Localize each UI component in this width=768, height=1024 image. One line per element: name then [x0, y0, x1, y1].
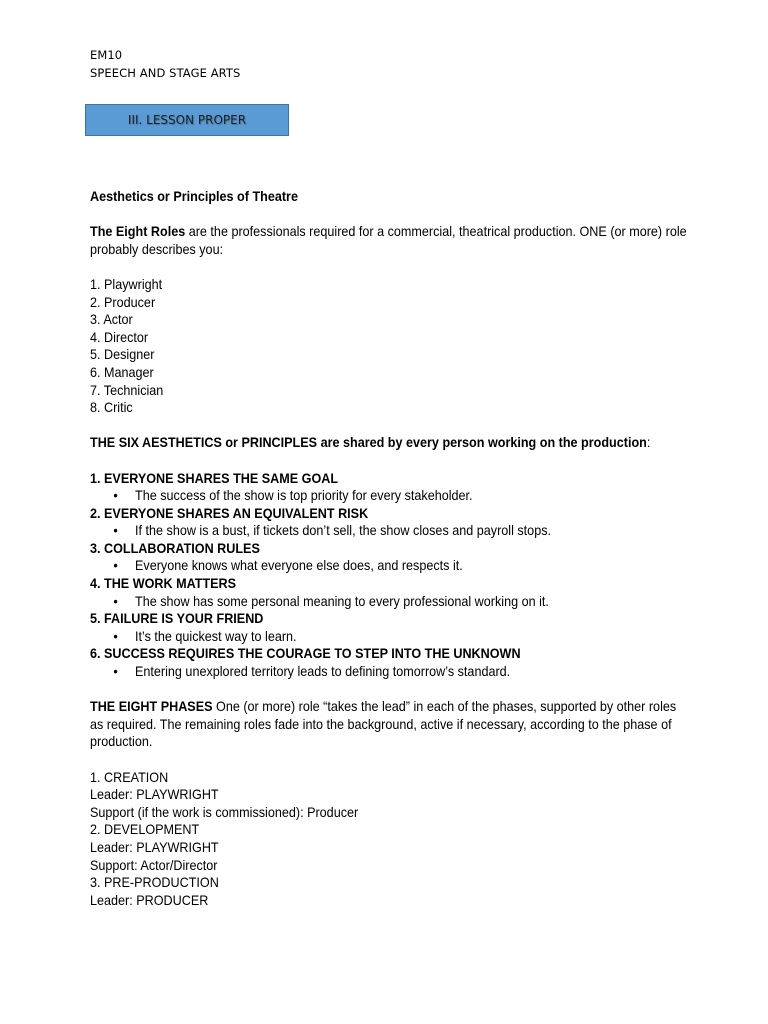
six-aesthetics-intro: THE SIX AESTHETICS or PRINCIPLES are shared by every person working on the production: [90, 434, 651, 451]
principle-title: 2. EVERYONE SHARES AN EQUIVALENT RISK [90, 504, 369, 521]
role-item: 1. Playwright [90, 275, 163, 292]
eight-roles-lead: The Eight Roles [90, 223, 186, 240]
phase-line: Leader: PRODUCER [90, 891, 209, 908]
roles-list [90, 276, 689, 417]
role-item: 8. Critic [90, 399, 133, 416]
section-title: Aesthetics or Principles of Theatre [90, 188, 298, 204]
phase-line: 3. PRE-PRODUCTION [90, 874, 219, 891]
principle-bullet: • If the show is a bust, if tickets don’t sell, the show closes and payroll stops. [90, 522, 689, 540]
phase-line: Leader: PLAYWRIGHT [90, 838, 219, 855]
principle-title: 4. THE WORK MATTERS [90, 575, 237, 592]
role-item: 7. Technician [90, 381, 164, 398]
role-item: 4. Director [90, 328, 149, 345]
role-item: 6. Manager [90, 363, 154, 380]
role-item: 3. Actor [90, 311, 133, 328]
role-item: 2. Producer [90, 293, 156, 310]
phase-line: Support (if the work is commissioned): Producer [90, 803, 359, 820]
phase-line: Leader: PLAYWRIGHT [90, 786, 219, 803]
eight-phases-paragraph [90, 698, 689, 751]
eight-phases-lead: THE EIGHT PHASES [90, 698, 213, 715]
principle-bullet: • The success of the show is top priority for every stakeholder. [90, 487, 689, 505]
principle-title: 3. COLLABORATION RULES [90, 539, 260, 556]
principles-list [90, 470, 689, 681]
role-item: 5. Designer [90, 346, 155, 363]
eight-roles-paragraph [90, 223, 689, 258]
document-body [90, 188, 689, 909]
lesson-proper-banner [85, 104, 289, 136]
lesson-proper-label: III. LESSON PROPER [127, 113, 247, 127]
phase-line: 1. CREATION [90, 768, 169, 785]
phases-list [90, 769, 689, 910]
principle-title: 6. SUCCESS REQUIRES THE COURAGE TO STEP INTO THE UNKNOWN [90, 645, 521, 662]
principle-bullet: • It’s the quickest way to learn. [90, 628, 689, 646]
phase-line: Support: Actor/Director [90, 856, 218, 873]
principle-title: 5. FAILURE IS YOUR FRIEND [90, 610, 264, 627]
phase-line: 2. DEVELOPMENT [90, 821, 200, 838]
course-code: EM10 [90, 48, 123, 62]
eight-roles-text: are the professionals required for a commercial, theatrical production. ONE (or more) role probably describes you: [90, 223, 687, 257]
principle-bullet: • The show has some personal meaning to every professional working on it. [90, 593, 689, 611]
eight-phases-text: One (or more) role “takes the lead” in each of the phases, supported by other roles as required. The remaining roles fade into the background, active if necessary, according to the phase of production. [90, 698, 677, 750]
principle-bullet: • Entering unexplored territory leads to defining tomorrow’s standard. [90, 663, 689, 681]
principle-bullet: • Everyone knows what everyone else does, and respects it. [90, 557, 689, 575]
principle-title: 1. EVERYONE SHARES THE SAME GOAL [90, 469, 339, 486]
course-subject: SPEECH AND STAGE ARTS [90, 66, 241, 80]
